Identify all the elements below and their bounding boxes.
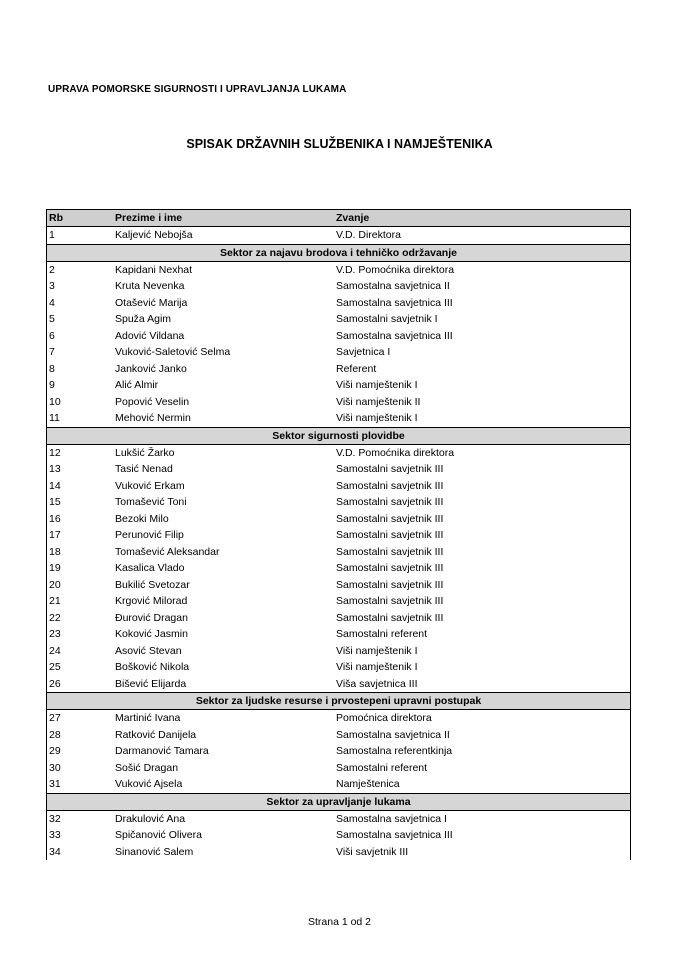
table-row xyxy=(47,593,631,610)
cell-rb: 21 xyxy=(47,593,114,610)
cell-rb: 28 xyxy=(47,727,114,744)
document-title: SPISAK DRŽAVNIH SLUŽBENIKA I NAMJEŠTENIKA xyxy=(186,137,493,151)
cell-name: Martinić Ivana xyxy=(115,712,181,725)
sector-title: Sektor za ljudske resurse i prvostepeni upravni postupak xyxy=(47,693,631,710)
header-name: Prezime i ime xyxy=(113,210,334,227)
table-row xyxy=(47,261,631,278)
cell-rb: 33 xyxy=(47,827,114,844)
cell-title: Viša savjetnica III xyxy=(334,676,631,693)
cell-rb: 27 xyxy=(47,710,114,727)
cell-rb: 22 xyxy=(47,610,114,627)
cell-title: Samostalni savjetnik III xyxy=(334,577,631,594)
cell-name: Krgović Milorad xyxy=(115,595,188,608)
cell-name: Drakulović Ana xyxy=(115,812,186,825)
cell-title: Samostalni savjetnik III xyxy=(334,478,631,495)
cell-title: Viši namještenik II xyxy=(334,394,631,411)
cell-rb: 31 xyxy=(47,776,114,793)
cell-name: Kaljević Nebojša xyxy=(115,229,193,242)
cell-name: Vuković Ajsela xyxy=(115,778,183,791)
table-row xyxy=(47,344,631,361)
cell-title: Samostalna savjetnica II xyxy=(334,727,631,744)
sector-row xyxy=(47,244,631,261)
cell-name: Darmanović Tamara xyxy=(115,745,209,758)
cell-name: Spuža Agim xyxy=(115,313,172,326)
cell-title: Samostalni savjetnik III xyxy=(334,610,631,627)
organization-name: UPRAVA POMORSKE SIGURNOSTI I UPRAVLJANJA LUKAMA xyxy=(48,84,347,95)
cell-title: Viši namještenik I xyxy=(334,659,631,676)
cell-title: Samostalna savjetnica II xyxy=(334,278,631,295)
cell-rb: 8 xyxy=(47,361,114,378)
cell-name: Kasalica Vlado xyxy=(115,562,185,575)
cell-name: Adović Vildana xyxy=(115,329,185,342)
cell-name: Bišević Elijarda xyxy=(115,677,187,690)
cell-rb: 1 xyxy=(47,227,114,245)
cell-title: Viši namještenik I xyxy=(334,377,631,394)
cell-name: Popović Veselin xyxy=(115,395,190,408)
cell-name: Tomašević Aleksandar xyxy=(115,545,220,558)
cell-title: Samostalni referent xyxy=(334,626,631,643)
cell-name: Kruta Nevenka xyxy=(115,280,185,293)
cell-rb: 15 xyxy=(47,494,114,511)
table-row xyxy=(47,676,631,693)
table-row xyxy=(47,743,631,760)
cell-rb: 12 xyxy=(47,444,114,461)
cell-title: Referent xyxy=(334,361,631,378)
table-header-row xyxy=(47,210,631,227)
cell-name: Tasić Nenad xyxy=(115,463,173,476)
cell-title: V.D. Pomoćnika direktora xyxy=(334,444,631,461)
table-row xyxy=(47,527,631,544)
cell-title: Samostalni savjetnik III xyxy=(334,593,631,610)
sector-title: Sektor za najavu brodova i tehničko održavanje xyxy=(47,244,631,261)
page-number: Strana 1 od 2 xyxy=(307,916,372,928)
table-row xyxy=(47,410,631,427)
sector-row xyxy=(47,427,631,444)
staff-table xyxy=(46,209,631,860)
cell-rb: 13 xyxy=(47,461,114,478)
cell-rb: 17 xyxy=(47,527,114,544)
cell-rb: 6 xyxy=(47,328,114,345)
cell-rb: 20 xyxy=(47,577,114,594)
table-row xyxy=(47,311,631,328)
table-row xyxy=(47,844,631,861)
cell-rb: 2 xyxy=(47,261,114,278)
cell-title: V.D. Direktora xyxy=(334,227,631,245)
header-title: Zvanje xyxy=(334,210,631,227)
cell-rb: 23 xyxy=(47,626,114,643)
cell-rb: 14 xyxy=(47,478,114,495)
cell-rb: 5 xyxy=(47,311,114,328)
cell-title: Samostalna savjetnica III xyxy=(334,827,631,844)
table-row xyxy=(47,727,631,744)
cell-name: Kapidani Nexhat xyxy=(115,263,193,276)
cell-name: Janković Janko xyxy=(115,362,187,375)
table-row xyxy=(47,560,631,577)
table-row xyxy=(47,394,631,411)
table-row xyxy=(47,643,631,660)
cell-rb: 10 xyxy=(47,394,114,411)
cell-rb: 11 xyxy=(47,410,114,427)
header-rb: Rb xyxy=(47,210,114,227)
cell-rb: 3 xyxy=(47,278,114,295)
cell-name: Spičanović Olivera xyxy=(115,829,202,842)
table-row xyxy=(47,710,631,727)
cell-title: Samostalni savjetnik III xyxy=(334,494,631,511)
sector-title: Sektor za upravljanje lukama xyxy=(47,793,631,810)
cell-title: Samostalna savjetnica III xyxy=(334,328,631,345)
table-row xyxy=(47,776,631,793)
table-row xyxy=(47,444,631,461)
table-row xyxy=(47,610,631,627)
cell-name: Alić Almir xyxy=(115,379,159,392)
table-row xyxy=(47,328,631,345)
table-row xyxy=(47,494,631,511)
table-row xyxy=(47,377,631,394)
cell-name: Perunović Filip xyxy=(115,529,184,542)
cell-title: Samostalni savjetnik III xyxy=(334,560,631,577)
table-row xyxy=(47,295,631,312)
cell-name: Otašević Marija xyxy=(115,296,188,309)
cell-rb: 34 xyxy=(47,844,114,861)
cell-name: Bošković Nikola xyxy=(115,661,190,674)
cell-title: Samostalna referentkinja xyxy=(334,743,631,760)
cell-name: Bukilić Svetozar xyxy=(115,578,190,591)
cell-title: Viši savjetnik III xyxy=(334,844,631,861)
cell-rb: 16 xyxy=(47,511,114,528)
cell-rb: 32 xyxy=(47,810,114,827)
table-row xyxy=(47,511,631,528)
cell-rb: 25 xyxy=(47,659,114,676)
sector-row xyxy=(47,693,631,710)
table-row xyxy=(47,827,631,844)
cell-title: Savjetnica I xyxy=(334,344,631,361)
table-row xyxy=(47,361,631,378)
table-row xyxy=(47,227,631,245)
cell-title: Viši namještenik I xyxy=(334,410,631,427)
cell-rb: 18 xyxy=(47,544,114,561)
cell-rb: 4 xyxy=(47,295,114,312)
table-row xyxy=(47,461,631,478)
cell-title: Pomoćnica direktora xyxy=(334,710,631,727)
cell-rb: 29 xyxy=(47,743,114,760)
table-row xyxy=(47,577,631,594)
table-row xyxy=(47,278,631,295)
cell-title: Samostalni savjetnik III xyxy=(334,511,631,528)
sector-row xyxy=(47,793,631,810)
cell-name: Sinanović Salem xyxy=(115,845,194,858)
cell-title: Samostalni savjetnik III xyxy=(334,544,631,561)
cell-name: Đurović Dragan xyxy=(115,611,188,624)
cell-name: Mehović Nermin xyxy=(115,412,191,425)
cell-name: Asović Stevan xyxy=(115,644,182,657)
cell-title: Viši namještenik I xyxy=(334,643,631,660)
table-row xyxy=(47,810,631,827)
cell-rb: 26 xyxy=(47,676,114,693)
cell-title: Samostalni savjetnik I xyxy=(334,311,631,328)
table-row xyxy=(47,544,631,561)
cell-rb: 9 xyxy=(47,377,114,394)
sector-title: Sektor sigurnosti plovidbe xyxy=(47,427,631,444)
table-row xyxy=(47,626,631,643)
cell-name: Bezoki Milo xyxy=(115,512,169,525)
cell-title: Samostalni referent xyxy=(334,760,631,777)
cell-name: Lukšić Žarko xyxy=(115,446,175,459)
cell-title: Namještenica xyxy=(334,776,631,793)
cell-rb: 24 xyxy=(47,643,114,660)
cell-rb: 7 xyxy=(47,344,114,361)
cell-rb: 30 xyxy=(47,760,114,777)
cell-name: Tomašević Toni xyxy=(115,496,187,509)
cell-name: Vuković-Saletović Selma xyxy=(115,346,231,359)
cell-name: Koković Jasmin xyxy=(115,628,188,641)
table-row xyxy=(47,760,631,777)
cell-title: Samostalna savjetnica I xyxy=(334,810,631,827)
cell-rb: 19 xyxy=(47,560,114,577)
cell-name: Sošić Dragan xyxy=(115,761,179,774)
table-row xyxy=(47,659,631,676)
cell-title: Samostalni savjetnik III xyxy=(334,461,631,478)
cell-title: Samostalni savjetnik III xyxy=(334,527,631,544)
cell-title: V.D. Pomoćnika direktora xyxy=(334,261,631,278)
cell-title: Samostalna savjetnica III xyxy=(334,295,631,312)
cell-name: Ratković Danijela xyxy=(115,728,197,741)
table-row xyxy=(47,478,631,495)
cell-name: Vuković Erkam xyxy=(115,479,185,492)
